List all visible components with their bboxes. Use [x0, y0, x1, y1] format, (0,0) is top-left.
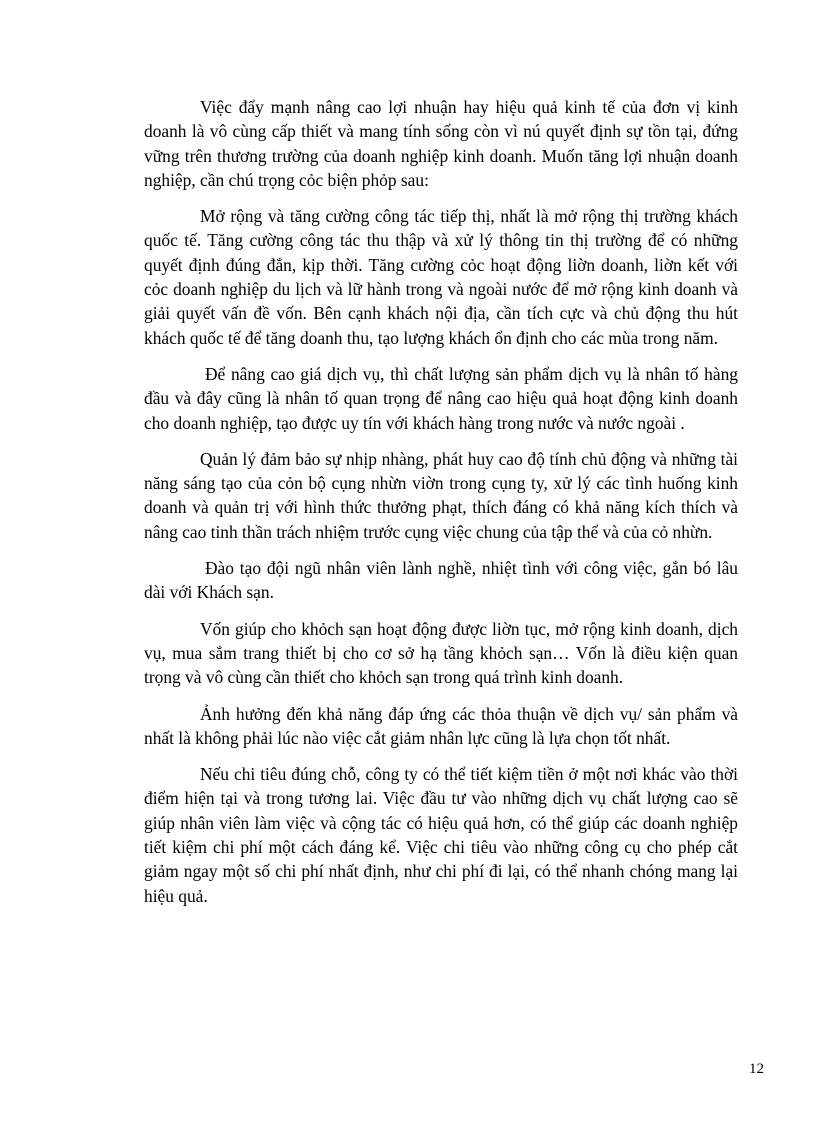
- paragraph-service-quality: Để nâng cao giá dịch vụ, thì chất lượng sản phẩm dịch vụ là nhân tố hàng đầu và đây cũng là nhân tố quan trọng để nâng cao hiệu quả hoạt động kinh doanh cho doanh nghiệp, tạo được uy tín với khách hàng trong nước và nước ngoài .: [144, 363, 738, 433]
- page-number: 12: [749, 1061, 764, 1077]
- paragraph-staff-cuts: Ảnh hưởng đến khả năng đáp ứng các thỏa thuận về dịch vụ/ sản phẩm và nhất là không phải lúc nào việc cắt giảm nhân lực cũng là lựa chọn tốt nhất.: [144, 703, 738, 748]
- paragraph-staff-training: Đào tạo đội ngũ nhân viên lành nghề, nhiệt tình với công việc, gắn bó lâu dài với Khách sạn.: [144, 558, 738, 603]
- paragraph-marketing: Mở rộng và tăng cường công tác tiếp thị, nhất là mở rộng thị trường khách quốc tế. Tăng cường công tác thu thập và xử lý thông tin thị trường để có những quyết định đúng đắn, kịp thời. Tăng cường cỏc hoạt động liờn doanh, liờn kết với cỏc doanh nghiệp du lịch và lữ hành trong và ngoài nước để mở rộng kinh doanh và giải quyết vấn đề vốn. Bên cạnh khách nội địa, cần tích cực và chủ động thu hút khách quốc tế để tăng doanh thu, tạo lượng khách ổn định cho các mùa trong năm.: [144, 206, 738, 348]
- paragraph-profit-intro: Việc đẩy mạnh nâng cao lợi nhuận hay hiệu quả kinh tế của đơn vị kinh doanh là vô cùng cấp thiết và mang tính sống còn vì nú quyết định sự tồn tại, đứng vững trên thương trường của doanh nghiệp kinh doanh. Muốn tăng lợi nhuận doanh nghiệp, cần chú trọng cỏc biện phỏp sau:: [144, 97, 738, 190]
- paragraph-management: Quản lý đảm bảo sự nhịp nhàng, phát huy cao độ tính chủ động và những tài năng sáng tạo của cỏn bộ cụng nhừn viờn trong cụng ty, xử lý các tình huống kinh doanh và quản trị với hình thức thưởng phạt, thích đáng có khả năng kích thích và nâng cao tinh thần trách nhiệm trước cụng việc chung của tập thể và của cỏ nhừn.: [144, 448, 738, 542]
- paragraph-capital: Vốn giúp cho khỏch sạn hoạt động được liờn tục, mở rộng kinh doanh, dịch vụ, mua sắm trang thiết bị cho cơ sở hạ tầng khỏch sạn… Vốn là điều kiện quan trọng và vô cùng cần thiết cho khỏch sạn trong quá trình kinh doanh.: [144, 618, 738, 688]
- paragraph-spending: Nếu chi tiêu đúng chỗ, công ty có thể tiết kiệm tiền ở một nơi khác vào thời điểm hiện tại và trong tương lai. Việc đầu tư vào những dịch vụ chất lượng cao sẽ giúp nhân viên làm việc và cộng tác có hiệu quả hơn, có thể giúp các doanh nghiệp tiết kiệm chi phí một cách đáng kể. Việc chi tiêu vào những công cụ cho phép cắt giảm ngay một số chi phí nhất định, như chi phí đi lại, có thể nhanh chóng mang lại hiệu quả.: [144, 764, 738, 906]
- document-body: [144, 95, 738, 920]
